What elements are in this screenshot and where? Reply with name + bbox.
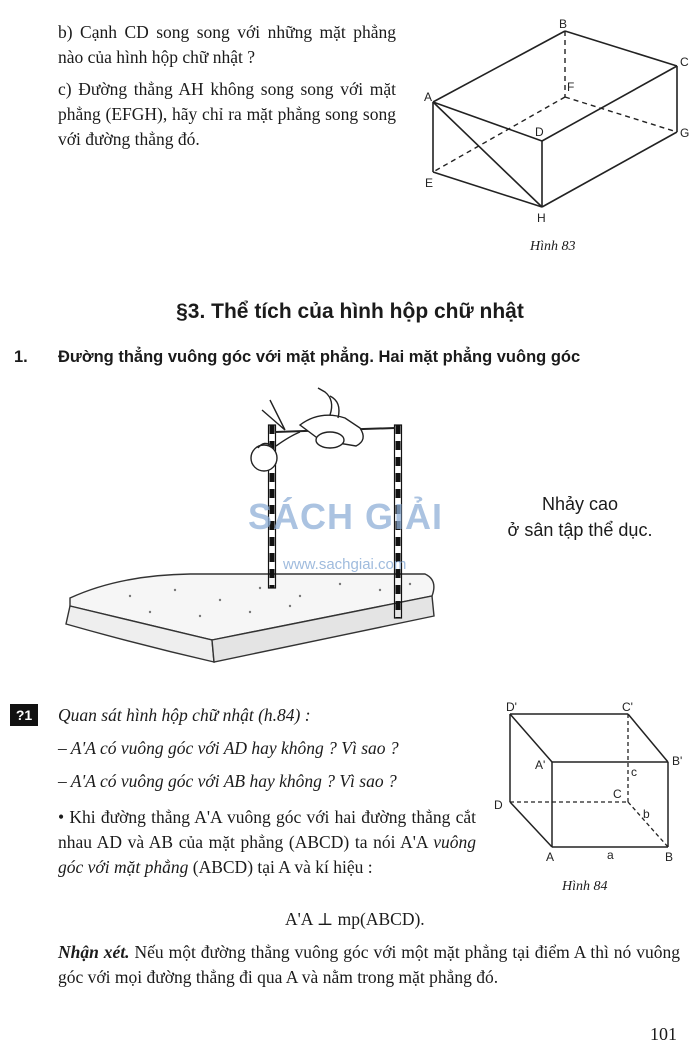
illustration-caption-line1: Nhảy cao: [541, 494, 619, 514]
label-c: c: [631, 765, 637, 779]
exercise-question-2: – A'A có vuông góc với AB hay không ? Vì sao ?: [58, 771, 397, 791]
figure-83-caption: Hình 83: [530, 239, 576, 254]
subsection-number: 1.: [14, 348, 28, 366]
label-H: H: [537, 211, 546, 225]
remark-text: Nếu một đường thẳng vuông góc với một mặt phẳng tại điểm A thì nó vuông góc với mọi đường thẳng đi qua A và nằm trong mặt phẳng đó.: [58, 942, 681, 987]
label-a: a: [607, 848, 614, 862]
remark: [58, 940, 680, 990]
question-c: c) Đường thẳng AH không song song với mặt phẳng (EFGH), hãy chỉ ra mặt phẳng song song với đường thẳng đó.: [58, 79, 396, 149]
label-A-prime: A': [535, 758, 546, 772]
definition-part-1: • Khi đường thẳng A'A vuông góc với hai đường thẳng cắt nhau AD và AB của mặt phẳng (ABCD) ta nói A'A: [58, 807, 476, 852]
label-D: D: [494, 798, 503, 812]
label-C: C: [613, 787, 622, 801]
label-A: A: [424, 90, 433, 104]
watermark-url: www.sachgiai.com: [283, 556, 407, 573]
label-E: E: [425, 176, 434, 190]
subsection-title: Đường thẳng vuông góc với mặt phẳng. Hai mặt phẳng vuông góc: [58, 348, 581, 366]
exercise-intro: Quan sát hình hộp chữ nhật (h.84) :: [58, 705, 311, 725]
label-B-prime: B': [672, 754, 683, 768]
label-D: D: [535, 125, 544, 139]
remark-label: Nhận xét.: [58, 942, 130, 962]
watermark-main: SÁCH GIẢI: [248, 496, 444, 537]
figure-84-box: [488, 695, 690, 870]
exercise-definition: [58, 805, 476, 880]
label-F: F: [567, 80, 575, 94]
figure-83-box: [416, 12, 696, 262]
exercise-badge: ?1: [10, 704, 38, 726]
definition-italic: vuông góc với mặt phẳng: [58, 832, 476, 877]
illustration-caption-line2: ở sân tập thể dục.: [507, 520, 653, 540]
label-C: C: [680, 55, 689, 69]
label-C-prime: C': [622, 700, 633, 714]
question-b: b) Cạnh CD song song với những mặt phẳng nào của hình hộp chữ nhật ?: [58, 22, 396, 67]
page-number: 101: [650, 1024, 677, 1044]
label-D-prime: D': [506, 700, 517, 714]
definition-part-2: (ABCD) tại A và kí hiệu :: [188, 857, 373, 877]
figure-84-caption: Hình 84: [562, 879, 608, 894]
label-B: B: [665, 850, 674, 864]
label-b: b: [643, 807, 650, 821]
label-A: A: [546, 850, 555, 864]
perpendicular-formula: A'A ⊥ mp(ABCD).: [285, 909, 425, 929]
section-title: §3. Thể tích của hình hộp chữ nhật: [176, 300, 524, 323]
label-B: B: [559, 17, 568, 31]
exercise-question-1: – A'A có vuông góc với AD hay không ? Vì sao ?: [58, 738, 399, 758]
label-G: G: [680, 126, 690, 140]
